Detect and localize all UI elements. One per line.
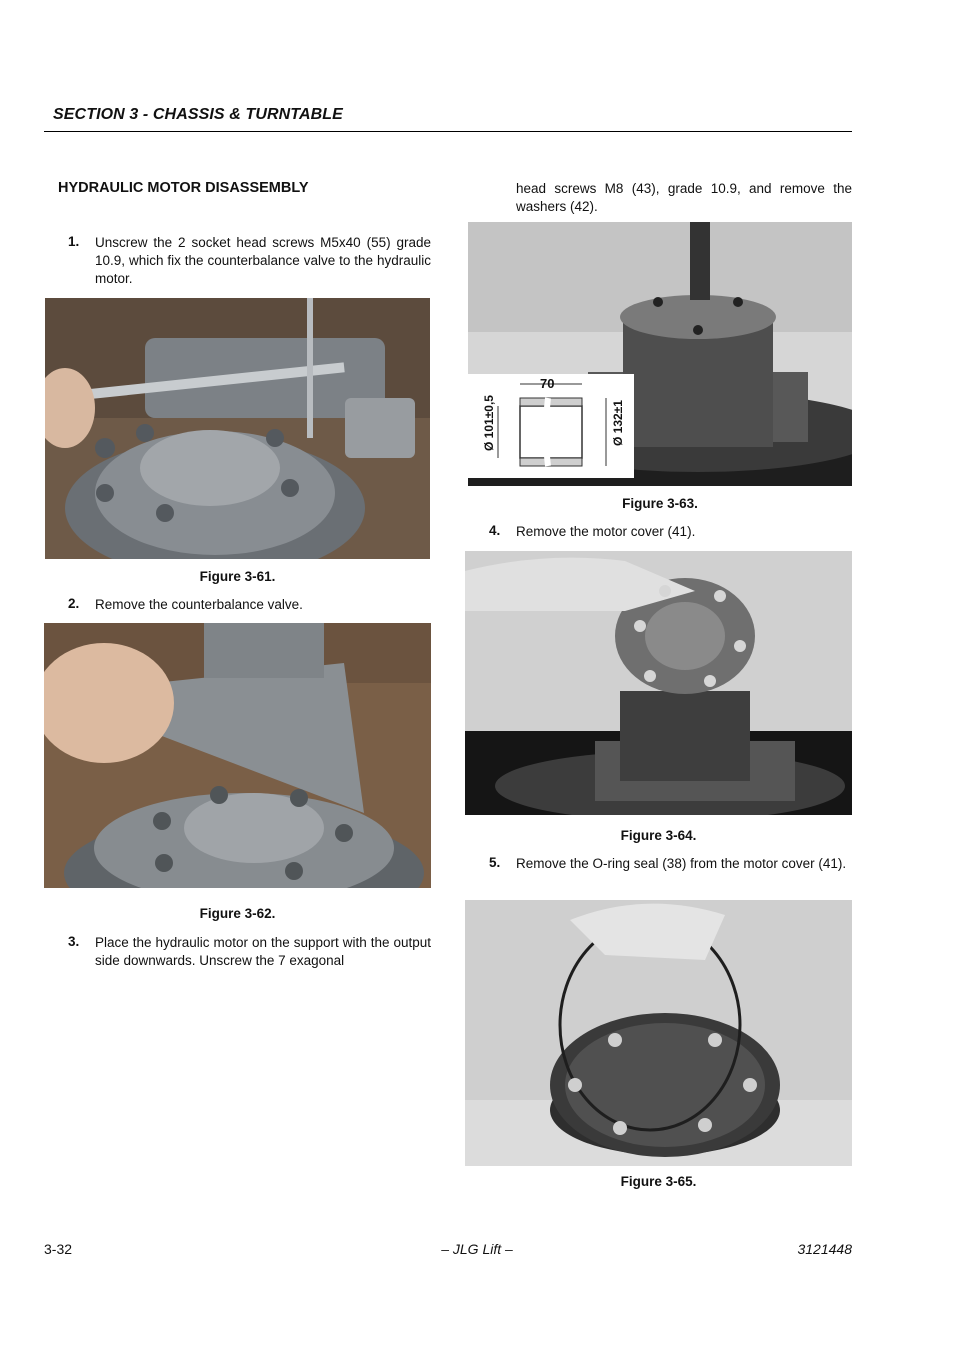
figure-3-61-photo [45,298,430,559]
dimension-width: 70 [540,376,555,391]
page-number: 3-32 [44,1241,73,1257]
dimension-inner-diameter: Ø 101±0,5 [482,395,496,451]
header-rule [44,131,852,132]
footer-brand: – JLG Lift – [441,1241,513,1257]
document-number: 3121448 [797,1241,852,1257]
dimension-inset [468,374,634,478]
figure-3-63-photo [468,222,852,486]
step-1-text: Unscrew the 2 socket head screws M5x40 (55) grade 10.9, which fix the counterbalance valve to the hydraulic motor. [95,235,431,286]
figure-3-63-caption: Figure 3-63. [622,496,698,511]
figure-3-65-caption: Figure 3-65. [620,1174,697,1189]
figure-3-64-photo [465,551,852,815]
step-3-continued-text: head screws M8 (43), grade 10.9, and remove the washers (42). [516,181,852,214]
step-4-text: Remove the motor cover (41). [516,524,696,539]
step-5-number: 5. [489,855,501,870]
figure-3-64-caption: Figure 3-64. [620,828,697,843]
figure-3-62-photo [44,623,431,888]
dimension-outer-diameter: Ø 132±1 [611,400,625,446]
step-5-text: Remove the O-ring seal (38) from the motor cover (41). [516,856,847,871]
step-2-number: 2. [68,596,80,611]
step-4-number: 4. [489,523,501,538]
figure-3-62-caption: Figure 3-62. [199,906,276,921]
section-header: SECTION 3 - CHASSIS & TURNTABLE [53,106,343,123]
step-3-number: 3. [68,934,80,949]
figure-3-61-caption: Figure 3-61. [199,569,276,584]
figure-3-65-photo [465,900,852,1166]
section-heading: HYDRAULIC MOTOR DISASSEMBLY [58,180,309,196]
step-3-text: Place the hydraulic motor on the support with the output side downwards. Unscrew the 7 exagonal [95,935,431,968]
step-1-number: 1. [68,234,80,249]
step-2-text: Remove the counterbalance valve. [95,597,303,612]
